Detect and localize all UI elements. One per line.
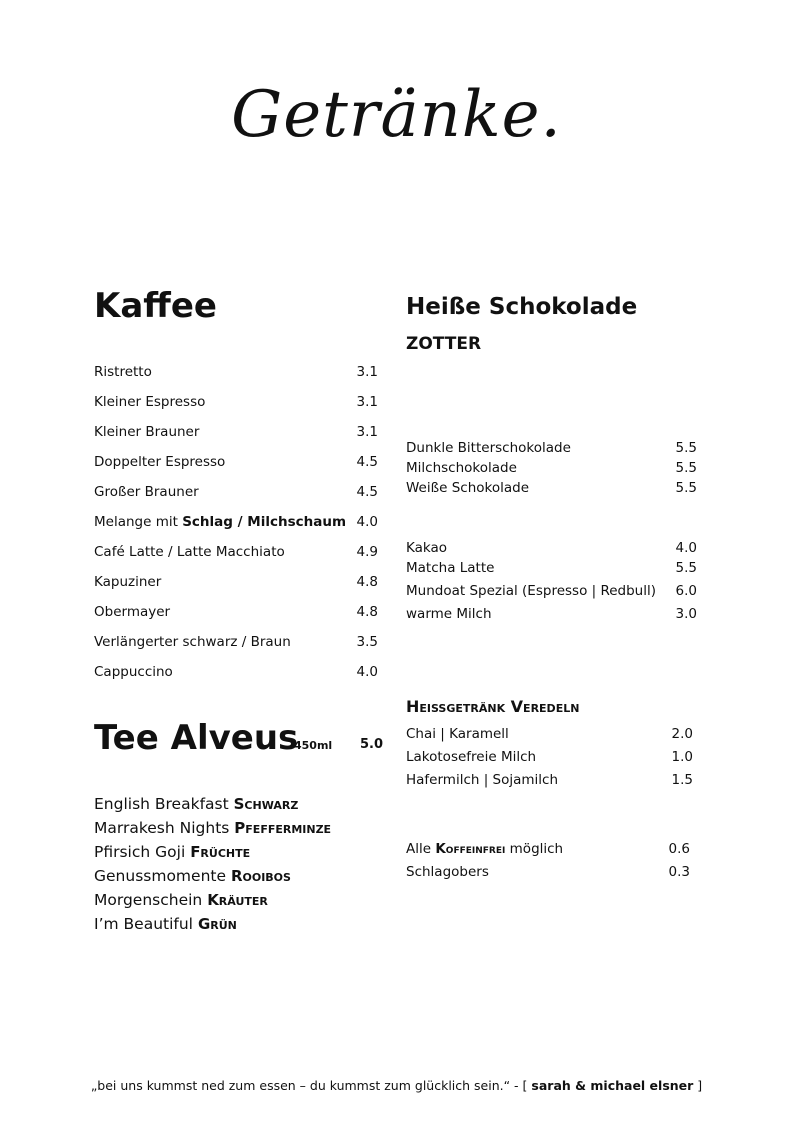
item-price: 5.5 bbox=[675, 440, 697, 456]
item-name: Melange mit bbox=[94, 514, 178, 530]
menu-item bbox=[94, 574, 378, 590]
item-name: Ristretto bbox=[94, 364, 152, 380]
tea-item bbox=[94, 891, 268, 909]
item-name: Hafermilch | Sojamilch bbox=[406, 772, 559, 788]
item-name: Doppelter Espresso bbox=[94, 454, 226, 470]
item-name: Großer Brauner bbox=[94, 484, 199, 500]
item-price: 4.5 bbox=[356, 454, 378, 470]
item-name: Cappuccino bbox=[94, 664, 173, 680]
tea-item bbox=[94, 915, 237, 933]
tea-item bbox=[94, 819, 331, 837]
item-name-suffix: möglich bbox=[509, 841, 564, 857]
item-name: Lakotosefreie Milch bbox=[406, 749, 537, 765]
quote-close: ] bbox=[697, 1078, 703, 1093]
menu-item bbox=[94, 664, 378, 680]
quote-text: „bei uns kummst ned zum essen – du kummst zum glücklich sein.“ - [ bbox=[90, 1078, 528, 1093]
tea-category: Rooibos bbox=[230, 867, 291, 885]
item-price: 5.5 bbox=[675, 560, 697, 576]
item-price: 1.0 bbox=[671, 749, 693, 765]
tea-category: Grün bbox=[197, 915, 237, 933]
menu-item bbox=[406, 864, 690, 880]
menu-item bbox=[94, 484, 378, 500]
menu-item bbox=[94, 604, 378, 620]
tea-category: Früchte bbox=[190, 843, 251, 861]
item-price: 4.5 bbox=[356, 484, 378, 500]
menu-item bbox=[94, 454, 378, 470]
menu-item bbox=[406, 560, 697, 576]
menu-item bbox=[406, 726, 693, 742]
item-name: Kapuziner bbox=[94, 574, 162, 590]
item-price: 2.0 bbox=[671, 726, 693, 742]
menu-item bbox=[94, 634, 378, 650]
tea-name: Pfirsich Goji bbox=[94, 843, 186, 861]
item-name: Café Latte / Latte Macchiato bbox=[94, 544, 285, 560]
tea-category: Schwarz bbox=[233, 795, 299, 813]
item-name: Kleiner Brauner bbox=[94, 424, 200, 440]
item-name-bold: Koffeinfrei bbox=[435, 841, 506, 857]
item-price: 4.0 bbox=[675, 540, 697, 556]
item-price: 0.6 bbox=[668, 841, 690, 857]
tee-header bbox=[94, 718, 384, 762]
menu-item bbox=[94, 544, 378, 560]
menu-item bbox=[406, 440, 697, 456]
item-name: Dunkle Bitterschokolade bbox=[406, 440, 571, 456]
item-price: 5.5 bbox=[675, 460, 697, 476]
item-name: Milchschokolade bbox=[406, 460, 517, 476]
tea-item bbox=[94, 843, 250, 861]
tee-size: 450ml bbox=[294, 739, 333, 752]
item-name: Matcha Latte bbox=[406, 560, 495, 576]
item-price: 5.5 bbox=[675, 480, 697, 496]
menu-item bbox=[406, 460, 697, 476]
item-price: 3.1 bbox=[356, 394, 378, 410]
item-name: Chai | Karamell bbox=[406, 726, 509, 742]
footer-quote bbox=[0, 1078, 793, 1093]
item-price: 4.8 bbox=[356, 604, 378, 620]
kaffee-heading: Kaffee bbox=[94, 286, 217, 326]
item-name: Obermayer bbox=[94, 604, 171, 620]
menu-item bbox=[94, 424, 378, 440]
schokolade-heading: Heiße Schokolade bbox=[406, 294, 638, 320]
menu-item bbox=[94, 364, 378, 380]
tea-name: Morgenschein bbox=[94, 891, 203, 909]
item-price: 4.9 bbox=[356, 544, 378, 560]
item-name: Kakao bbox=[406, 540, 448, 556]
item-price: 4.0 bbox=[356, 514, 378, 530]
tea-category: Pfefferminze bbox=[234, 819, 332, 837]
menu-item bbox=[406, 749, 693, 765]
menu-item bbox=[406, 480, 697, 496]
tee-price: 5.0 bbox=[360, 737, 384, 752]
tea-item bbox=[94, 795, 298, 813]
item-name: Alle bbox=[406, 841, 432, 857]
tea-item bbox=[94, 867, 291, 885]
schokolade-brand: ZOTTER bbox=[406, 334, 482, 354]
item-price: 4.0 bbox=[356, 664, 378, 680]
item-price: 0.3 bbox=[668, 864, 690, 880]
item-name: Mundoat Spezial (Espresso | Redbull) bbox=[406, 583, 657, 599]
menu-item bbox=[94, 514, 378, 530]
tea-name: Marrakesh Nights bbox=[94, 819, 230, 837]
menu-item bbox=[406, 583, 697, 599]
menu-item bbox=[406, 540, 697, 556]
item-name: Weiße Schokolade bbox=[406, 480, 530, 496]
item-name: Schlagobers bbox=[406, 864, 489, 880]
tea-name: English Breakfast bbox=[94, 795, 229, 813]
item-price: 3.1 bbox=[356, 424, 378, 440]
tee-heading: Tee Alveus bbox=[94, 718, 299, 758]
tea-name: Genussmomente bbox=[94, 867, 226, 885]
item-price: 1.5 bbox=[671, 772, 693, 788]
item-price: 3.0 bbox=[675, 606, 697, 622]
item-name: Kleiner Espresso bbox=[94, 394, 206, 410]
item-price: 3.1 bbox=[356, 364, 378, 380]
menu-item bbox=[406, 606, 697, 622]
page-title: Getränke. bbox=[231, 78, 562, 152]
item-name: Verlängerter schwarz / Braun bbox=[94, 634, 291, 650]
item-name: warme Milch bbox=[406, 606, 492, 622]
tea-name: I’m Beautiful bbox=[94, 915, 193, 933]
item-price: 3.5 bbox=[356, 634, 378, 650]
item-price: 6.0 bbox=[675, 583, 697, 599]
quote-authors: sarah & michael elsner bbox=[531, 1078, 694, 1093]
item-price: 4.8 bbox=[356, 574, 378, 590]
menu-item bbox=[94, 394, 378, 410]
menu-item bbox=[406, 841, 690, 857]
tea-category: Kräuter bbox=[207, 891, 268, 909]
item-name-bold: Schlag / Milchschaum bbox=[182, 514, 347, 530]
menu-item bbox=[406, 772, 693, 788]
veredeln-heading: Heißgetränk Veredeln bbox=[406, 697, 580, 716]
